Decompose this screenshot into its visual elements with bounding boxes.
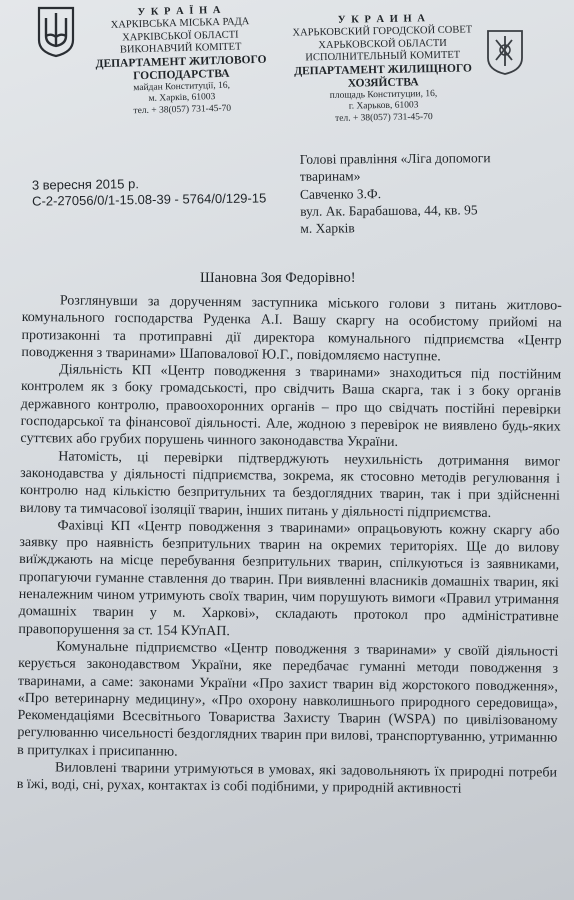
- paragraph: Комунальне підприємство «Центр поводження з тваринами» у своїй діяльності керується законодавством України, яке передбачає гуманні методи поводження з тваринами, а саме: законами України «Про захист тварин від жорстокого поводження», «Про ветеринарну медицину», «Про охорону навколишнього природного середовища», Рекомендаціями Всесвітнього Товариства Захисту Тварин (WSPA) по цивілізованому регулюванню чисельності бездоглядних тварин при вилові, транспортуванню, утриманню в притулках і присипанню.: [17, 639, 559, 760]
- recipient-street: вул. Ак. Барабашова, 44, кв. 95: [300, 202, 478, 219]
- paragraph: Діяльність КП «Центр поводження з тваринами» знаходиться під постійним контролем як з боку громадськості, про свідчить Ваша скарга, так і з боку органів державного контролю, правоохоронних органів – про що свідчать постійні перевірки господарської та фінансової діяльності. Але, жодною з перевірок не виявлено будь-яких суттєвих або грубих порушень чинного законодавства України.: [20, 362, 562, 451]
- region-name: ХАРКІВСЬКОЇ ОБЛАСТІ: [122, 29, 239, 44]
- council-name: ХАРКІВСЬКА МІСЬКА РАДА: [110, 16, 250, 32]
- letterhead-ukrainian: [85, 4, 278, 119]
- letter-date: 3 вересня 2015 р.: [31, 176, 139, 193]
- letter-meta: [32, 174, 267, 209]
- greeting: Шановна Зоя Федорівно!: [200, 270, 356, 286]
- recipient-city: м. Харків: [300, 220, 355, 237]
- recipient-name: Савченко З.Ф.: [299, 185, 382, 202]
- letter-body: [17, 292, 562, 799]
- reference-number: С-2-27056/0/1-15.08-39 - 5764/0/129-15: [32, 190, 267, 209]
- address-line-1: майдан Конституції, 16,: [133, 80, 231, 93]
- country-name: У К Р А Ї Н А: [137, 4, 223, 19]
- council-name: ХАРЬКОВСКИЙ ГОРОДСКОЙ СОВЕТ: [292, 24, 473, 39]
- department-name: ДЕПАРТАМЕНТ ЖИЛИЩНОГО ХОЗЯЙСТВА: [294, 62, 472, 90]
- recipient-line-2: тваринам»: [299, 168, 361, 185]
- committee-name: ИСПОЛНИТЕЛЬНЫЙ КОМИТЕТ: [305, 49, 461, 64]
- department-name: ДЕПАРТАМЕНТ ЖИТЛОВОГО ГОСПОДАРСТВА: [95, 53, 267, 82]
- phone-line: тел. + 38(057) 731-45-70: [133, 103, 232, 116]
- address-line-2: г. Харьков, 61003: [348, 100, 419, 112]
- committee-name: ВИКОНАВЧИЙ КОМІТЕТ: [119, 41, 242, 56]
- paragraph: Розглянувши за дорученням заступника міського голови з питань житлово-комунального господарства Руденка А.І. Вашу скаргу на особистому прийомі на протизаконні та протиправні дії директора комунального підприємства «Центр поводження з тваринами» Шаповалової Ю.Г., повідомляємо наступне.: [21, 293, 562, 365]
- address-line-1: площадь Конституции, 16,: [329, 88, 438, 101]
- recipient-block: [300, 149, 492, 237]
- paragraph: Фахівці КП «Центр поводження з тваринами» опрацьовують кожну скаргу або заявку про наявність безпритульних тварин на окремих територіях. Ще до вилову виїжджають на місце перебування безпритульних тварин, спілкуються із заявниками, пропагуючи гуманне ставлення до тварин. При виявленні власників домашніх тварин, які неналежним чином утримують своїх тварин, чим порушують вимоги «Правил утримання домашніх тварин у м. Харкові», складають протокол про адміністративне правопорушення за ст. 154 КУпАП.: [18, 518, 560, 639]
- trident-emblem-icon: [36, 6, 76, 58]
- address-line-2: м. Харків, 61003: [148, 92, 216, 104]
- kharkiv-coat-of-arms-icon: [484, 28, 526, 76]
- paragraph: Натомість, ці перевірки підтверджують неухильність дотримання вимог законодавства у діяльності підприємства, зокрема, як стосовно методів регулювання і контролю над кількістю безпритульних та бездоглядних тварин, так і при здійсненні вилову та тимчасової ізоляції тварин, інших питань у діяльності підприємства.: [19, 449, 561, 521]
- letterhead-russian: [287, 12, 479, 125]
- paragraph: Виловлені тварини утримуються в умовах, які задовольняють їх природні потреби в їжі, воді, сні, рухах, контактах із собі подібними, у природній активності: [16, 760, 558, 797]
- recipient-line-1: Голові правління «Ліга допомоги: [299, 150, 491, 167]
- phone-line: тел. + 38(057) 731-45-70: [334, 111, 433, 124]
- region-name: ХАРЬКОВСКОЙ ОБЛАСТИ: [318, 37, 447, 51]
- country-name: У К Р А И Н А: [337, 13, 427, 26]
